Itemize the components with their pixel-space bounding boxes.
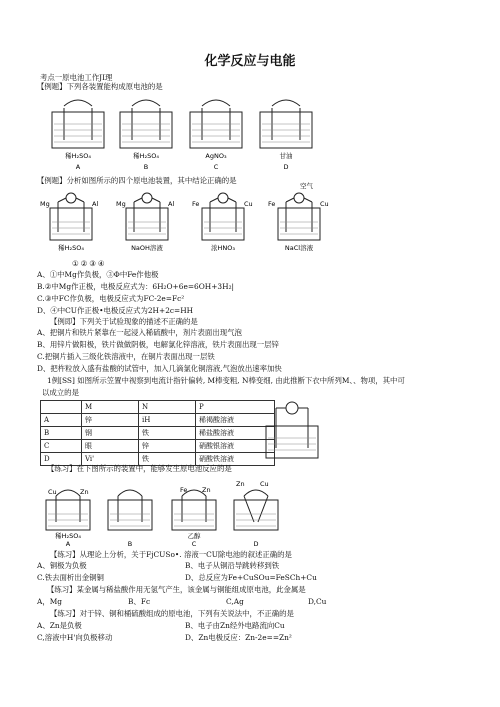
ex2-opt-d: D、④中CU作正极•电极反应式为2H+2c=HH bbox=[37, 306, 194, 315]
c1-sol: 稀H₂SO₄ bbox=[58, 244, 84, 252]
ex2-question: 【例题】分析如图所示的四个原电池装置，其中结论正确的是 bbox=[37, 176, 237, 185]
table-cell: 眼 bbox=[82, 440, 139, 453]
ex5-sol-c: 乙醇 bbox=[187, 532, 201, 540]
ex4-figure bbox=[262, 398, 322, 464]
table-cell: Vi' bbox=[82, 453, 139, 466]
sol-c: AgNO₃ bbox=[205, 152, 227, 160]
ex6-question: 【练习】从理论上分析，关于FjCUSo•. 溶液一CU除电池的叙述正确的是 bbox=[50, 550, 292, 559]
ex5-letter-a: A bbox=[65, 540, 71, 546]
ex1-question: 【例题】下列各装置能构成原电池的是 bbox=[37, 82, 163, 91]
table-cell bbox=[41, 401, 82, 414]
section-heading: 考点一原电池工作JI理 bbox=[40, 73, 113, 82]
ex5-letter-d: D bbox=[253, 540, 259, 546]
c4-sol: NaCl溶液 bbox=[284, 244, 314, 252]
ex4-table bbox=[40, 400, 275, 466]
ex5-lbl-zn3: Zn bbox=[236, 480, 245, 488]
table-cell: 硝酸银溶液 bbox=[196, 440, 275, 453]
ex2-numbers: ①②③④ bbox=[72, 259, 107, 268]
sol-b: 稀H₂SO₄ bbox=[133, 152, 159, 160]
ex5-lbl-fe: Fe bbox=[180, 486, 188, 494]
air-label: 空气 bbox=[300, 182, 313, 190]
ex8-opt-b: B、电子由Zn经外电路流向Cu bbox=[185, 621, 285, 630]
ex5-letter-b: B bbox=[127, 540, 133, 546]
table-cell: 铁 bbox=[139, 453, 196, 466]
ex3-opt-b: B、用锌片做阳极，铁片做做阴极，电解氯化锌溶液，铁片表面出现一层锌 bbox=[37, 340, 279, 349]
ex7-opt-c: C,Ag bbox=[226, 597, 244, 606]
ex2-opt-c: C.③中FC作负极，电极反应式为FC-2e=Fc² bbox=[37, 294, 185, 303]
ex7-opt-d: D,Cu bbox=[308, 597, 327, 606]
letter-a: A bbox=[75, 163, 81, 171]
ex8-opt-a: A、Zn是负极 bbox=[37, 621, 82, 630]
ex2-opt-b: B.②中Mg作正极，电极反应式为：6H₂O+6e=6OH+3H₂| bbox=[37, 282, 235, 291]
table-cell: D bbox=[41, 453, 82, 466]
ex4-line2: 以成立的是 bbox=[42, 388, 79, 397]
ex5-sol-a: 稀H₂SO₄ bbox=[55, 532, 81, 540]
ex8-question: 【练习】对于锌、铜和桶硫酸组成的原电池，下列有关说法中，不正确的是 bbox=[50, 609, 294, 618]
c2-right: Al bbox=[168, 200, 175, 208]
c3-right: Cu bbox=[244, 200, 253, 208]
table-cell: 稀褐酸溶液 bbox=[196, 414, 275, 427]
ex8-opt-d: D、Zn电极反应：Zn-2e==Zn² bbox=[185, 633, 292, 642]
table-cell: N bbox=[139, 401, 196, 414]
table-cell: B bbox=[41, 427, 82, 440]
table-header-row bbox=[41, 401, 275, 414]
table-row bbox=[41, 414, 275, 427]
c1-left: Mg bbox=[40, 200, 50, 208]
ex5-figure bbox=[40, 478, 290, 546]
sol-d: 甘油 bbox=[279, 152, 293, 160]
ex3-opt-d: D、把杵粒放入盛有盐酸的试管中，加入几滴氯化铜溶液,气泡放出速率加快 bbox=[37, 364, 282, 373]
table-row bbox=[41, 440, 275, 453]
ex5-letter-c: C bbox=[191, 540, 197, 546]
ex2-figure bbox=[38, 180, 348, 262]
ex7-opt-a: A，Mg bbox=[37, 597, 63, 606]
ex6-opt-d: D、总反应为Fe+CuSOu=FeSCh+Cu bbox=[185, 573, 317, 582]
table-cell: P bbox=[196, 401, 275, 414]
ex5-lbl-cu: Cu bbox=[48, 488, 57, 496]
table-row bbox=[41, 427, 275, 440]
ex5-question: 【练习】在下图所示的装置中，能够发生原电池反应的是 bbox=[47, 464, 232, 473]
table-cell: 锌 bbox=[139, 440, 196, 453]
table-cell: 钢 bbox=[82, 427, 139, 440]
table-cell: M bbox=[82, 401, 139, 414]
ex8-opt-c: C,溶液中H'向负极移动 bbox=[37, 633, 113, 642]
table-cell: 锌 bbox=[82, 414, 139, 427]
c3-sol: 浓HNO₃ bbox=[211, 244, 235, 252]
ex4-line1: 1例[SS] 如图所示笠置中视察到电流计指针偏转, M棒变粗, N棒变细, 由此推断下衣中所列M、、物项，其中可 bbox=[47, 376, 405, 385]
ex3-opt-c: C.把铜片插入三级化铁溶液中，在铜片表面出现一层铁 bbox=[37, 352, 215, 361]
sol-a: 稀H₂SO₄ bbox=[65, 152, 91, 160]
table-cell: 硝酸铁溶液 bbox=[196, 453, 275, 466]
table-cell: 铁 bbox=[139, 427, 196, 440]
ex6-opt-a: A、铜极为负极 bbox=[37, 561, 87, 570]
ex2-opt-a: A、①中Mg作负极，③Φ中Fe作他极 bbox=[37, 270, 159, 279]
ex7-question: 【练习】某金属与稀盐酸作用无氢气产生，该金属与铜能组成原电池，此金属是 bbox=[47, 585, 306, 594]
ex3-opt-a: A、把铜片和铁片紧靠在一起浸入稀硫酸中，剂片表面出现气泡 bbox=[37, 328, 242, 337]
table-cell: 稀盐酸溶液 bbox=[196, 427, 275, 440]
ex5-lbl-zn: Zn bbox=[80, 488, 89, 496]
ex3-question: 【例即】下列关于试验现象的描述不正确的是 bbox=[50, 317, 198, 326]
ex1-figure bbox=[42, 94, 342, 174]
c2-sol: NaOH溶液 bbox=[131, 244, 163, 252]
c2-left: Mg bbox=[116, 200, 126, 208]
table-cell: C bbox=[41, 440, 82, 453]
ex5-lbl-zn2: Zn bbox=[202, 486, 211, 494]
ex7-opt-b: B、Fc bbox=[128, 597, 151, 606]
c4-right: Cu bbox=[320, 200, 329, 208]
ex6-opt-b: B、电子从铜沿导跳转移到铁 bbox=[185, 561, 280, 570]
letter-d: D bbox=[283, 163, 289, 171]
letter-b: B bbox=[143, 163, 149, 171]
table-cell: iH bbox=[139, 414, 196, 427]
page-title: 化学反应与电能 bbox=[204, 54, 296, 69]
c4-left: Fe bbox=[268, 200, 276, 208]
letter-c: C bbox=[213, 163, 219, 171]
c3-left: Fe bbox=[192, 200, 200, 208]
ex5-lbl-cu2: Cu bbox=[260, 480, 269, 488]
galvanometer-icon bbox=[286, 402, 298, 414]
ex6-opt-c: C.铁去面析出金铜铜 bbox=[37, 573, 104, 582]
c1-right: Al bbox=[92, 200, 99, 208]
table-cell: A bbox=[41, 414, 82, 427]
